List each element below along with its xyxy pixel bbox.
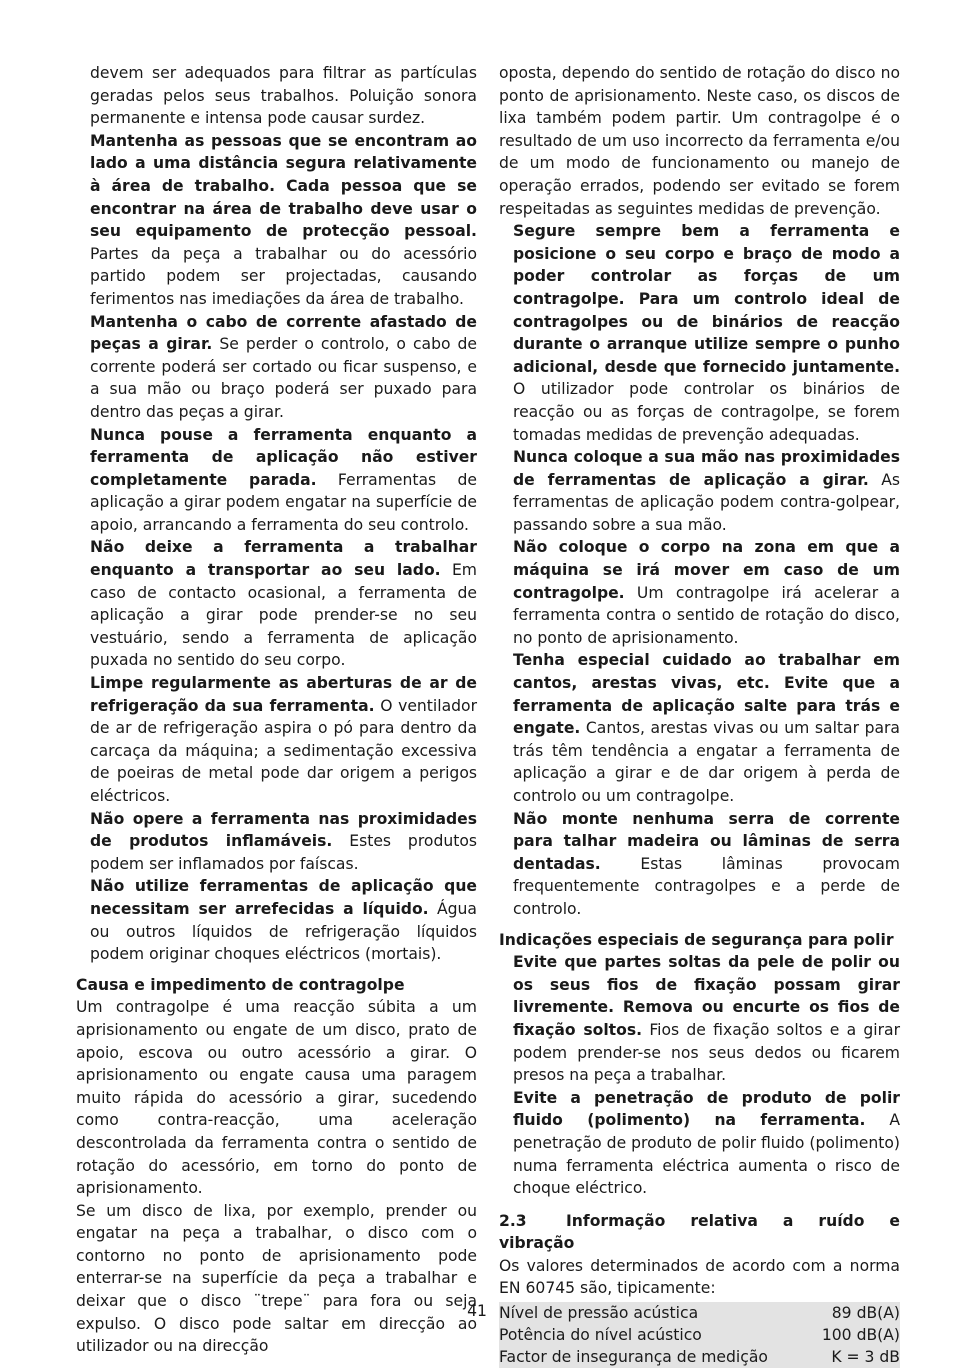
safety-instruction xyxy=(76,424,477,537)
section-title xyxy=(499,1210,900,1255)
paragraph: Um contragolpe é uma reacção súbita a um aprisionamento ou engate de um disco, prato de apoio, escova ou outro acessório a girar. O aprisionamento ou engate causa uma paragem muito rápida do acessório a girar, sucedendo como contra-reacção, uma aceleração descontrolada da ferramenta contra o sentido de rotação do acessório, em torno do ponto de aprisionamento. xyxy=(76,998,477,1198)
safety-instruction xyxy=(76,875,477,965)
safety-instruction xyxy=(76,130,477,311)
row-value: K = 3 dB xyxy=(810,1346,900,1368)
body-text: Um contragolpe irá acelerar a ferramenta contra o sentido de rotação do disco, no ponto de aprisionamento. xyxy=(513,583,900,647)
body-text: Cantos, arestas vivas ou um saltar para trás têm tendência a engatar a ferramenta de aplicação a girar e de dar origem à perda de controlo ou um contragolpe. xyxy=(513,719,900,805)
safety-instruction xyxy=(499,446,900,536)
bold-text: Não utilize ferramentas de aplicação que necessitam ser arrefecidas a líquido. xyxy=(90,877,477,918)
paragraph: Os valores determinados de acordo com a norma EN 60745 são, tipicamente: xyxy=(499,1256,900,1298)
bold-text: Evite a penetração de produto de polir fluido (polimento) na ferramenta. xyxy=(513,1088,900,1130)
row-label: Factor de insegurança de medição xyxy=(499,1346,810,1368)
bold-text: Não deixe a ferramenta a trabalhar enquanto a transportar ao seu lado. xyxy=(90,538,477,580)
body-text: Estes produtos podem ser inflamados por faíscas. xyxy=(90,832,478,873)
safety-instruction xyxy=(499,220,900,446)
paragraph: Se um disco de lixa, por exemplo, prender ou engatar na peça a trabalhar, o disco com o contorno no ponto de aprisionamento pode enterrar-se na superfície da peça a trabalhar e deixar que o disco ¨trepe¨ para fora ou seja expulso. O disco pode saltar em direcção ao utilizador ou na direcção xyxy=(76,1201,477,1356)
safety-instruction xyxy=(76,672,477,808)
bold-text: Não coloque o corpo na zona em que a máquina se irá mover em caso de um contragolpe. xyxy=(513,538,900,602)
body-text: Fios de fixação soltos e a girar podem prender-se nos seus dedos ou ficarem presos na peça a trabalhar. xyxy=(513,1020,900,1085)
body-text: Em caso de contacto ocasional, a ferramenta de aplicação a girar pode prender-se no seu vestuário, sendo a ferramenta de aplicação puxada no sentido do seu corpo. xyxy=(90,561,478,670)
safety-instruction xyxy=(76,536,477,672)
body-text: Ferramentas de aplicação a girar podem engatar na superfície de apoio, arrancando a ferramenta do seu controlo. xyxy=(90,470,477,534)
paragraph xyxy=(76,62,477,130)
safety-instruction xyxy=(499,649,900,807)
body-text: Se perder o controlo, o cabo de corrente poderá ser cortado ou ficar suspenso, e a sua mão ou braço poderá ser puxado para dentro das peças a girar. xyxy=(90,335,477,421)
section-title-text: Informação relativa a ruído e vibração xyxy=(499,1211,900,1253)
safety-instruction xyxy=(499,951,900,1087)
bold-text: Evite que partes soltas da pele de polir ou os seus fios de fixação possam girar livremente. Remova ou encurte os fios de fixação soltos. xyxy=(513,953,900,1039)
table-row xyxy=(499,1346,900,1368)
bold-text: Não opere a ferramenta nas proximidades de produtos inflamáveis. xyxy=(90,809,477,851)
body-text: Partes da peça a trabalhar ou do acessório partido podem ser projectadas, causando ferimentos nas imediações da área de trabalho. xyxy=(90,244,477,308)
bold-text: Nunca coloque a sua mão nas proximidades de ferramentas de aplicação a girar. xyxy=(513,448,900,489)
section-heading: Causa e impedimento de contragolpe xyxy=(76,975,405,994)
body-text: As ferramentas de aplicação podem contra-golpear, passando sobre a sua mão. xyxy=(513,470,901,534)
page-number: 41 xyxy=(467,1302,487,1320)
table-row xyxy=(499,1324,900,1346)
left-column xyxy=(76,62,477,1358)
safety-instruction xyxy=(76,808,477,876)
section-heading: Indicações especiais de segurança para polir xyxy=(499,930,894,949)
bold-text: Tenha especial cuidado ao trabalhar em cantos, arestas vivas, etc. Evite que a ferramenta de aplicação salte para trás e engate. xyxy=(513,651,900,738)
bold-text: Mantenha o cabo de corrente afastado de peças a girar. xyxy=(90,312,477,354)
safety-instruction xyxy=(499,1087,900,1200)
bold-text: Limpe regularmente as aberturas de ar de refrigeração da sua ferramenta. xyxy=(90,674,477,715)
body-text: A penetração de produto de polir fluido (polimento) numa ferramenta eléctrica aumenta o risco de choque eléctrico. xyxy=(513,1111,901,1198)
paragraph: oposta, dependo do sentido de rotação do disco no ponto de aprisionamento. Neste caso, os discos de lixa também podem partir. Um contragolpe é o resultado de um uso incorrecto da ferramenta e/ou de um modo de funcionamento ou manejo de operação errados, podendo ser evitado se forem respeitadas as seguintes medidas de prevenção. xyxy=(499,64,900,218)
bold-text: Mantenha as pessoas que se encontram ao lado a uma distância segura relativamente à área de trabalho. Cada pessoa que se encontrar na área de trabalho deve usar o seu equipamento de protecção pessoal. xyxy=(90,131,477,241)
body-text: Água ou outros líquidos de refrigeração líquidos podem originar choques eléctricos (mortais). xyxy=(90,899,477,964)
section-number: 2.3 xyxy=(499,1211,527,1230)
row-label: Nível de pressão acústica xyxy=(499,1302,810,1324)
row-value: 89 dB(A) xyxy=(810,1302,900,1324)
bold-text: Nunca pouse a ferramenta enquanto a ferramenta de aplicação não estiver completamente parada. xyxy=(90,425,477,489)
row-label: Potência do nível acústico xyxy=(499,1324,810,1346)
body-text: O ventilador de ar de refrigeração aspira o pó para dentro da carcaça da máquina; a sedimentação excessiva de poeiras de metal pode dar origem a perigos eléctricos. xyxy=(90,696,477,805)
body-text: Estas lâminas provocam frequentemente contragolpes e a perde de controlo. xyxy=(513,854,900,918)
body-text: O utilizador pode controlar os binários de reacção ou as forças de contragolpe, se forem tomadas medidas de prevenção adequadas. xyxy=(513,380,900,444)
safety-instruction xyxy=(76,311,477,424)
bold-text: Segure sempre bem a ferramenta e posicione o seu corpo e braço de modo a poder controlar as forças de um contragolpe. Para um controlo ideal de contragolpes ou de binários de reacção durante o arranque utilize sempre o punho adicional, desde que fornecido juntamente. xyxy=(513,222,900,376)
safety-instruction xyxy=(499,808,900,921)
bold-text: Não monte nenhuma serra de corrente para talhar madeira ou lâminas de serra dentadas. xyxy=(513,809,900,873)
safety-instruction xyxy=(499,536,900,649)
body-text: devem ser adequados para filtrar as partículas geradas pelos seus trabalhos. Poluição sonora permanente e intensa pode causar surdez. xyxy=(90,64,477,128)
right-column xyxy=(499,62,900,1368)
row-value: 100 dB(A) xyxy=(810,1324,900,1346)
